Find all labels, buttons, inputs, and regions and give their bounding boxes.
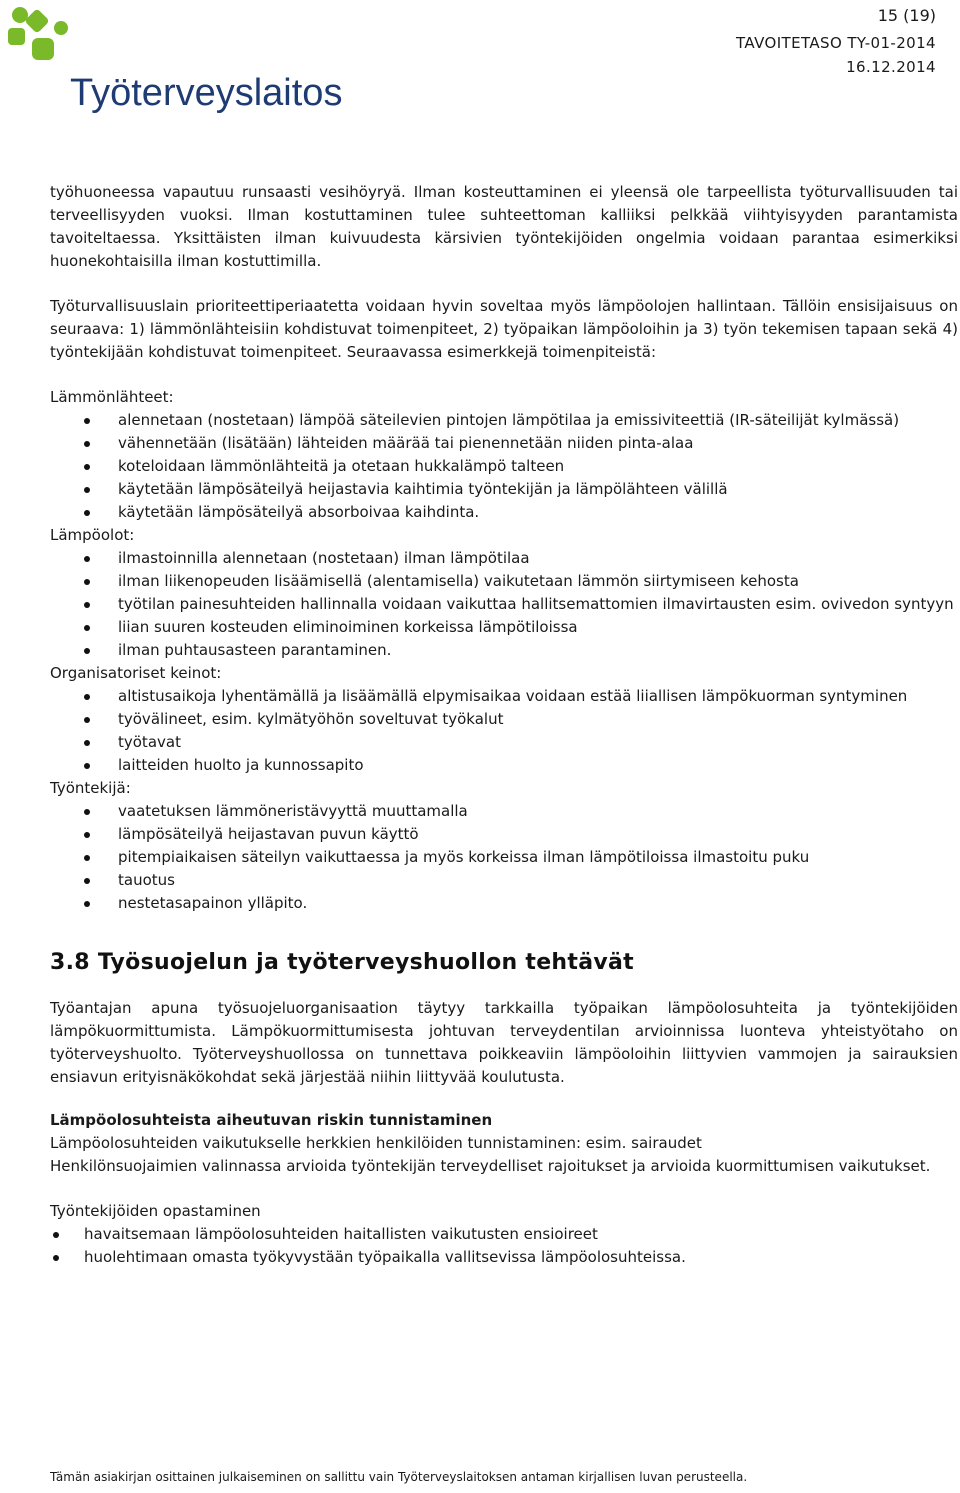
logo: [6, 4, 343, 114]
list-item: ilmastoinnilla alennetaan (nostetaan) ilman lämpötilaa: [50, 547, 958, 570]
paragraph-ppe-selection: Henkilönsuojaimien valinnassa arvioida työntekijän terveydelliset rajoitukset ja arvioida kuormittumisen vaikutukset.: [50, 1157, 931, 1175]
paragraph-duties: Työantajan apuna työsuojeluorganisaation täytyy tarkkailla työpaikan lämpöolosuhteita ja työntekijöiden lämpökuormittumista. Lämpökuormittumisesta johtuvan terveydentilan arvioinnissa luonteva yhteistyötaho on työterveyshuolto. Työterveyshuollossa on tunnettava poikkeaviin lämpöoloihin liittyvien vammojen ja sairauksien ensiavun erityisnäkökohdat sekä järjestää niihin liittyvää koulutusta.: [50, 999, 958, 1086]
list-item: käytetään lämpösäteilyä absorboivaa kaihdinta.: [50, 501, 958, 524]
list-item: työvälineet, esim. kylmätyöhön soveltuvat työkalut: [50, 708, 958, 731]
list-item: vähennetään (lisätään) lähteiden määrää tai pienennetään niiden pinta-alaa: [50, 432, 958, 455]
list-item: työtavat: [50, 731, 958, 754]
list-item: laitteiden huolto ja kunnossapito: [50, 754, 958, 777]
list-item: käytetään lämpösäteilyä heijastavia kaihtimia työntekijän ja lämpölähteen välillä: [50, 478, 958, 501]
list-item: pitempiaikaisen säteilyn vaikuttaessa ja myös korkeissa ilman lämpötiloissa ilmastoitu puku: [50, 846, 958, 869]
list-item: liian suuren kosteuden eliminoiminen korkeissa lämpötiloissa: [50, 616, 958, 639]
list-item: havaitsemaan lämpöolosuhteiden haitallisten vaikutusten ensioireet: [50, 1223, 958, 1246]
logo-mark-icon: [6, 4, 76, 74]
list-item: tauotus: [50, 869, 958, 892]
group-label-worker: Työntekijä:: [50, 779, 131, 797]
page-number: 15 (19): [877, 6, 936, 25]
list-item: alennetaan (nostetaan) lämpöä säteilevien pintojen lämpötilaa ja emissiviteettiä (IR-säteilijät kylmässä): [50, 409, 958, 432]
document-body: [50, 181, 958, 1269]
list-item: nestetasapainon ylläpito.: [50, 892, 958, 915]
subheading-risk-identification: Lämpöolosuhteista aiheutuvan riskin tunnistaminen: [50, 1111, 493, 1129]
document-date: 16.12.2014: [846, 58, 936, 76]
paragraph-sensitive-persons: Lämpöolosuhteiden vaikutukselle herkkien henkilöiden tunnistaminen: esim. sairaudet: [50, 1134, 702, 1152]
footer-notice: Tämän asiakirjan osittainen julkaiseminen on sallittu vain Työterveyslaitoksen antaman kirjallisen luvan perusteella.: [50, 1470, 748, 1484]
guidance-label: Työntekijöiden opastaminen: [50, 1202, 261, 1220]
logo-wordmark: Työterveyslaitos: [70, 72, 343, 114]
list-organisational: [50, 685, 958, 777]
paragraph-priority-principle: Työturvallisuuslain prioriteettiperiaatetta voidaan hyvin soveltaa myös lämpöolojen hallintaan. Tällöin ensisijaisuus on seuraava: 1) lämmönlähteisiin kohdistuvat toimenpiteet, 2) työpaikan lämpöoloihin ja 3) työn tekemisen tapaan sekä 4) työntekijään kohdistuvat toimenpiteet. Seuraavassa esimerkkejä toimenpiteistä:: [50, 297, 958, 361]
list-heat-sources: [50, 409, 958, 524]
list-item: työtilan painesuhteiden hallinnalla voidaan vaikuttaa hallitsemattomien ilmavirtausten esim. ovivedon syntyyn: [50, 593, 958, 616]
list-guidance: [50, 1223, 958, 1269]
list-item: vaatetuksen lämmöneristävyyttä muuttamalla: [50, 800, 958, 823]
list-thermal-conditions: [50, 547, 958, 662]
document-id: TAVOITETASO TY-01-2014: [736, 34, 936, 52]
list-item: lämpösäteilyä heijastavan puvun käyttö: [50, 823, 958, 846]
list-item: koteloidaan lämmönlähteitä ja otetaan hukkalämpö talteen: [50, 455, 958, 478]
group-label-heat-sources: Lämmönlähteet:: [50, 388, 174, 406]
list-item: ilman puhtausasteen parantaminen.: [50, 639, 958, 662]
paragraph-humidity: työhuoneessa vapautuu runsaasti vesihöyryä. Ilman kosteuttaminen ei yleensä ole tarpeellista työturvallisuuden tai terveellisyyden vuoksi. Ilman kostuttaminen tulee suhteettoman kalliiksi pelkkää viihtyisyyden parantamista tavoiteltaessa. Yksittäisten ilman kuivuudesta kärsivien työntekijöiden ongelmia voidaan parantaa esimerkiksi huonekohtaisilla ilman kostuttimilla.: [50, 183, 958, 270]
group-label-thermal-conditions: Lämpöolot:: [50, 526, 135, 544]
list-item: ilman liikenopeuden lisäämisellä (alentamisella) vaikutetaan lämmön siirtymiseen kehosta: [50, 570, 958, 593]
section-heading: 3.8 Työsuojelun ja työterveyshuollon tehtävät: [50, 950, 634, 975]
list-item: huolehtimaan omasta työkyvystään työpaikalla vallitsevissa lämpöolosuhteissa.: [50, 1246, 958, 1269]
group-label-organisational: Organisatoriset keinot:: [50, 664, 222, 682]
list-item: altistusaikoja lyhentämällä ja lisäämällä elpymisaikaa voidaan estää liiallisen lämpökuorman syntyminen: [50, 685, 958, 708]
list-worker: [50, 800, 958, 915]
